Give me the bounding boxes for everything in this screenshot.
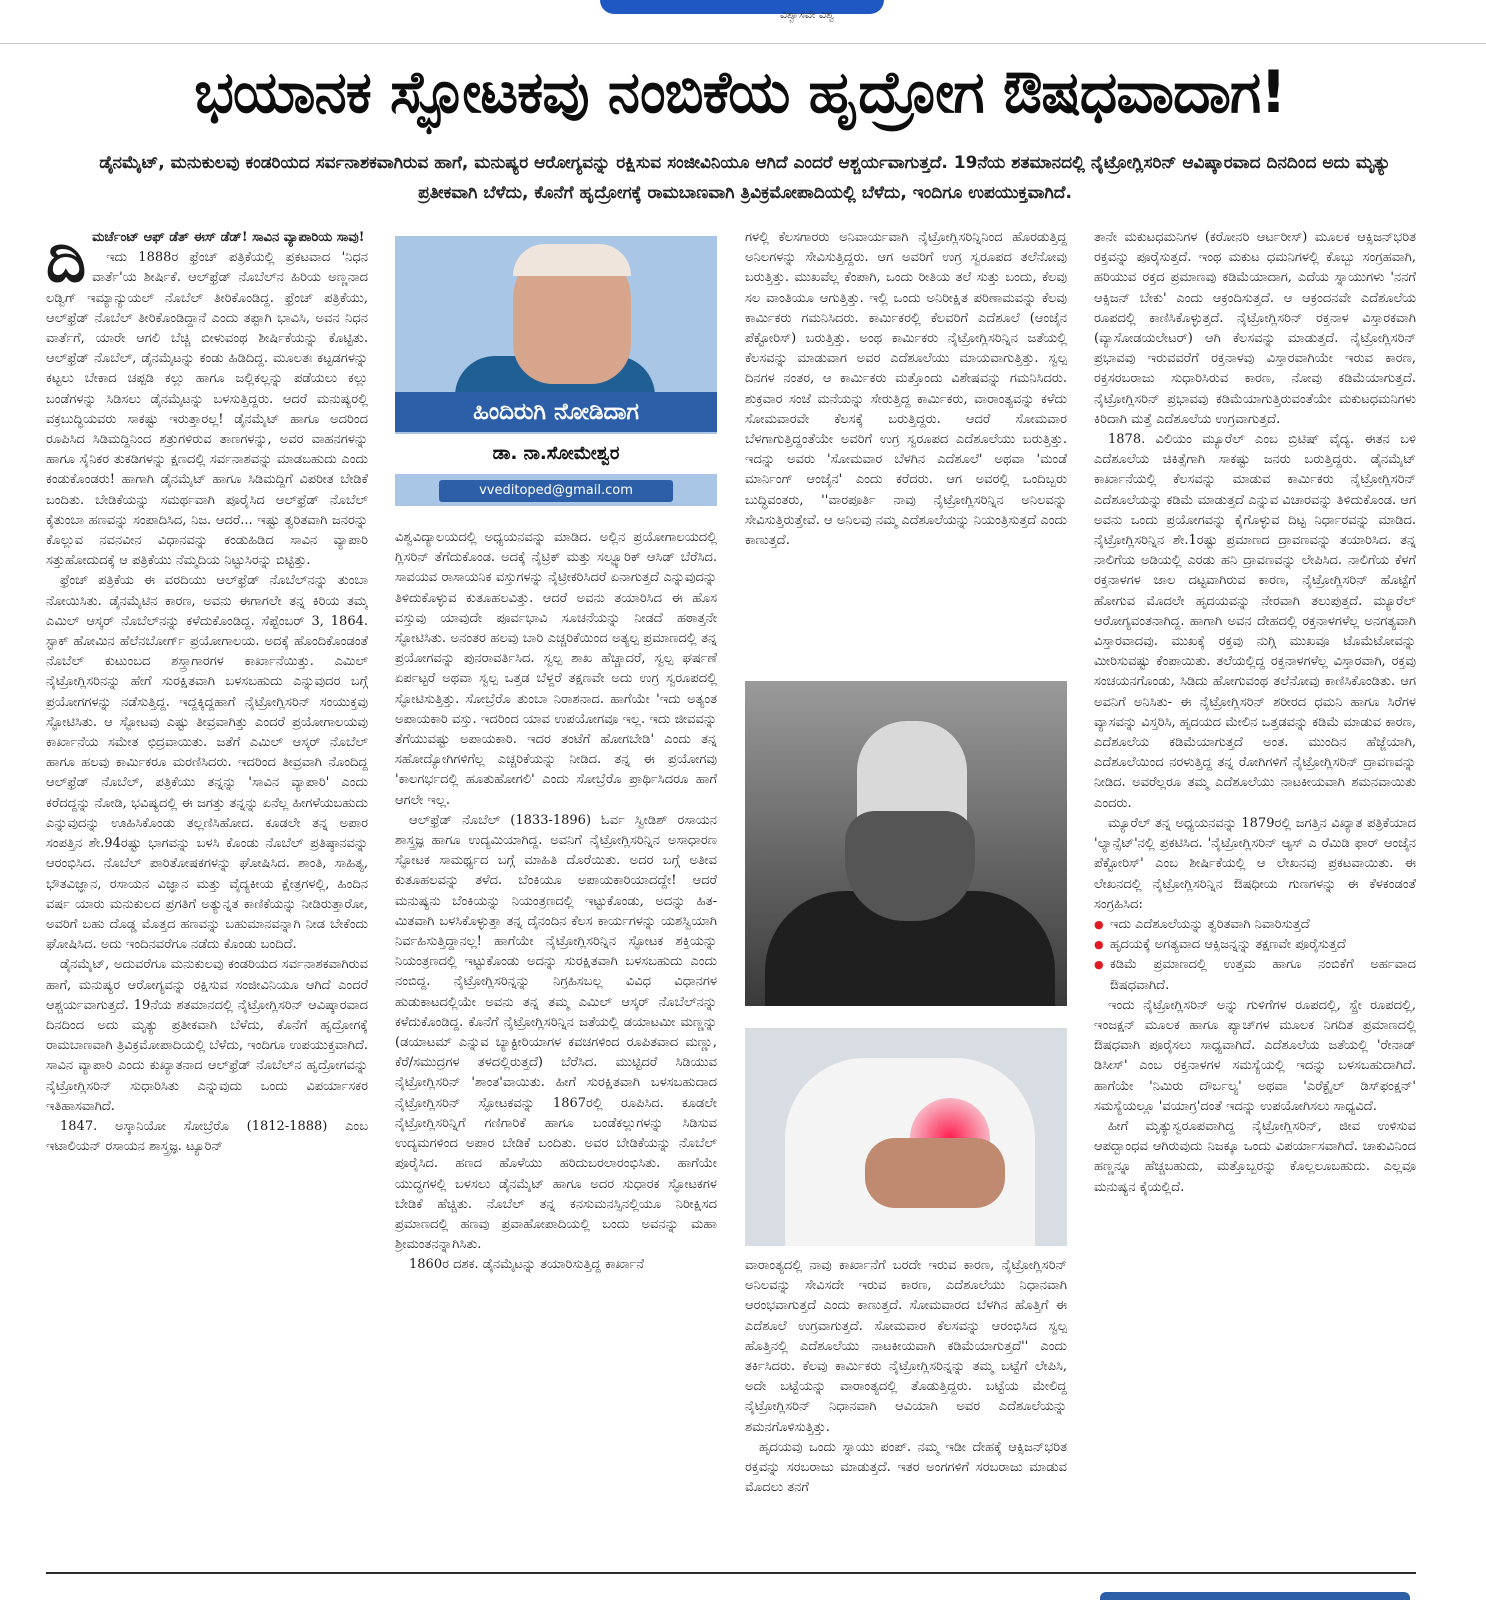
lead-paragraph — [46, 228, 368, 296]
article-column-1 — [46, 228, 368, 1558]
paragraph: ಇದು 1888ರ ಫ್ರೆಂಚ್ ಪತ್ರಿಕೆಯಲ್ಲಿ ಪ್ರಕಟವಾದ 'ನಿಧನ ವಾರ್ತೆ'ಯ ಶೀರ್ಷಿಕೆ. ಆಲ್‌ಫ್ರೆಡ್ ನೊಬೆಲ್‌ನ ಹಿರಿಯ ಅಣ್ಣನಾದ ಲಡ್ವಿಗ್ ಇಮ್ಯಾನ್ಯುಯಲ್ ನೊಬೆಲ್ ತೀರಿಕೊಂಡಿದ್ದ. ಫ್ರೆಂಚ್ ಪತ್ರಿಕೆಯು, ಆಲ್‌ಫ್ರೆಡ್ ನೊಬೆಲ್ ತೀರಿಕೊಂಡಿದ್ದಾನೆ ಎಂದು ತಪ್ಪಾಗಿ ಭಾವಿಸಿ, ಅವನ ನಿಧನ ವಾರ್ತೆಗೆ, ಯಾರೇ ಆಗಲಿ ಬೆಚ್ಚಿ ಬೀಳುವಂಥ ಶೀರ್ಷಿಕೆಯನ್ನು ಕೊಟ್ಟಿತು. ಆಲ್‌ಫ್ರೆಡ್ ನೊಬೆಲ್, ಡೈನಮೈಟನ್ನು ಕಂಡು ಹಿಡಿದಿದ್ದ. ಮೂಲತಃ ಕಟ್ಟಡಗಳನ್ನು ಕಟ್ಟಲು ಬೇಕಾದ ಚಪ್ಪಡಿ ಕಲ್ಲು ಹಾಗೂ ಜಲ್ಲಿಕಲ್ಲನ್ನು ಪಡೆಯಲು ಕಲ್ಲು ಬಂಡೆಗಳನ್ನು ಸಿಡಿಸಲು ಡೈನಮೈಟನ್ನು ಬಳಸುತ್ತಿದ್ದರು. ಆದರೆ ಮನುಷ್ಯರಲ್ಲಿ ವಕ್ರಬುದ್ಧಿಯವರು ಸಾಕಷ್ಟು ಇರುತ್ತಾರಲ್ಲ! ಡೈನಮೈಟ್ ಹಾಗೂ ಅದರಿಂದ ರೂಪಿಸಿದ ಸಿಡಿಮದ್ದಿನಿಂದ ಶತ್ರುಗಳಿರುವ ತಾಣಗಳನ್ನು, ಅವರ ವಾಹನಗಳನ್ನು ಹಾಗೂ ಸೈನಿಕರ ತುಕಡಿಗಳನ್ನು ಕ್ಷಣದಲ್ಲಿ ಸರ್ವನಾಶವನ್ನು ಮಾಡಬಹುದು ಎಂದು ಕಂಡುಕೊಂಡರು! ಹಾಗಾಗಿ ಡೈನಮೈಟ್ ಹಾಗೂ ಸಿಡಿಮದ್ದಿಗೆ ವಿಪರೀತ ಬೇಡಿಕೆ ಬಂದಿತು. ಬೇಡಿಕೆಯನ್ನು ಸಮರ್ಥವಾಗಿ ಪೂರೈಸಿದ ಆಲ್‌ಫ್ರೆಡ್ ನೊಬೆಲ್ ಕೈತುಂಬಾ ಹಣವನ್ನು ಸಂಪಾದಿಸಿದ, ನಿಜ. ಆದರೆ... ಇಷ್ಟು ತ್ವರಿತವಾಗಿ ಜನರನ್ನು ಕೊಲ್ಲುವ ನವನವೀನ ವಿಧಾನವನ್ನು ಕಂಡುಹಿಡಿದ ಸಾವಿನ ವ್ಯಾಪಾರಿ ಸತ್ತುಹೋದುದಕ್ಕೆ ಆ ಪತ್ರಿಕೆಯು ನೆಮ್ಮದಿಯ ನಿಟ್ಟುಸಿರನ್ನು ಬಿಟ್ಟಿತ್ತು. — [46, 250, 368, 569]
article-column-3 — [745, 228, 1067, 668]
article-deck: ಡೈನಮೈಟ್, ಮನುಕುಲವು ಕಂಡರಿಯದ ಸರ್ವನಾಶಕವಾಗಿರುವ ಹಾಗೆ, ಮನುಷ್ಯರ ಆರೋಗ್ಯವನ್ನು ರಕ್ಷಿಸುವ ಸಂಜೀವಿನಿಯೂ ಆಗಿದೆ ಎಂದರೆ ಆಶ್ಚರ್ಯವಾಗುತ್ತದೆ. 19ನೆಯ ಶತಮಾನದಲ್ಲಿ ನೈಟ್ರೋಗ್ಲಿಸರಿನ್ ಆವಿಷ್ಕಾರವಾದ ದಿನದಿಂದ ಅದು ಮೃತ್ಯು ಪ್ರತೀಕವಾಗಿ ಬೆಳೆದು, ಕೊನೆಗೆ ಹೃದ್ರೋಗಕ್ಕೆ ರಾಮಬಾಣವಾಗಿ ತ್ರಿವಿಕ್ರಮೋಪಾದಿಯಲ್ಲಿ ಬೆಳೆದು, ಇಂದಿಗೂ ಉಪಯುಕ್ತವಾಗಿದೆ. — [99, 153, 1391, 203]
paragraph: 1847. ಅಸ್ಕಾನಿಯೋ ಸೋಬ್ರೆರೊ (1812-1888) ಎಂಬ ಇಟಾಲಿಯನ್ ರಸಾಯನ ಶಾಸ್ತ್ರಜ್ಞ. ಟ್ಯೂರಿನ್ — [46, 1118, 368, 1155]
portrait-beard — [845, 811, 975, 921]
article-column-3-continued — [745, 1256, 1067, 1556]
footer-divider — [46, 1572, 1416, 1574]
paragraph: 1860ರ ದಶಕ. ಡೈನಮೈಟನ್ನು ತಯಾರಿಸುತ್ತಿದ್ದ ಕಾರ್ಖಾನೆ — [409, 1257, 645, 1273]
list-item: ● ಕಡಿಮೆ ಪ್ರಮಾಣದಲ್ಲಿ ಉತ್ತಮ ಹಾಗೂ ನಂಬಿಕೆಗೆ ಅರ್ಹವಾದ ಔಷಧವಾಗಿದೆ. — [1094, 955, 1416, 995]
drop-cap: ದಿ — [46, 228, 87, 296]
article-column-2 — [395, 528, 717, 1558]
article-headline: ಭಯಾನಕ ಸ್ಫೋಟಕವು ನಂಬಿಕೆಯ ಹೃದ್ರೋಗ ಔಷಧವಾದಾಗ! — [194, 58, 1286, 126]
paragraph: ಆಲ್‌ಫ್ರೆಡ್ ನೊಬೆಲ್ (1833-1896) ಓರ್ವ ಸ್ವೀಡಿಶ್ ರಸಾಯನ ಶಾಸ್ತ್ರಜ್ಞ ಹಾಗೂ ಉದ್ಯಮಿಯಾಗಿದ್ದ. ಅವನಿಗೆ ನೈಟ್ರೋಗ್ಲಿಸರಿನ್ನಿನ ಅಸಾಧಾರಣ ಸ್ಫೋಟಕ ಸಾಮರ್ಥ್ಯದ ಬಗ್ಗೆ ಮಾಹಿತಿ ದೊರೆಯಿತು. ಅದರ ಬಗ್ಗೆ ಅತೀವ ಕುತೂಹಲವನ್ನು ತಳೆದ. ಬೆಂಕಿಯೂ ಅಪಾಯಕಾರಿಯಾದದ್ದೇ! ಆದರೆ ಮನುಷ್ಯನು ಬೆಂಕಿಯನ್ನು ನಿಯಂತ್ರಣದಲ್ಲಿ ಇಟ್ಟುಕೊಂಡು, ಅದನ್ನು ಹಿತ-ಮಿತವಾಗಿ ಬಳಸಿಕೊಳ್ಳುತ್ತಾ ತನ್ನ ದೈನಂದಿನ ಕೆಲಸ ಕಾರ್ಯಗಳನ್ನು ಯಶಸ್ವಿಯಾಗಿ ನಿರ್ವಹಿಸುತ್ತಿದ್ದಾನಲ್ಲ! ಹಾಗೆಯೇ ನೈಟ್ರೋಗ್ಲಿಸರಿನ್ನಿನ ಸ್ಫೋಟಕ ಶಕ್ತಿಯನ್ನು ನಿಯಂತ್ರಣದಲ್ಲಿ ಇಟ್ಟುಕೊಂಡು ಅದನ್ನು ಸುರಕ್ಷಿತವಾಗಿ ಬಳಸಬಹುದು ಎಂದು ನಂಬಿದ್ದ. ನೈಟ್ರೋಗ್ಲಿಸರಿನ್ನನ್ನು ನಿಗ್ರಹಿಸಬಲ್ಲ ವಿವಿಧ ವಿಧಾನಗಳ ಹುಡುಕಾಟದಲ್ಲಿಯೇ ಅವನು ತನ್ನ ತಮ್ಮ ಎಮಿಲ್ ಆಸ್ಕರ್ ನೊಬೆಲ್‌ನನ್ನು ಕಳೆದುಕೊಂಡಿದ್ದ. ಕೊನೆಗೆ ನೈಟ್ರೋಗ್ಲಿಸರಿನ್ನಿನ ಜತೆಯಲ್ಲಿ ಡಯಾಟಮೀ ಮಣ್ಣನ್ನು (ಡಯಾಟಮ್ ಎನ್ನುವ ಬ್ಯಾಕ್ಟೀರಿಯಾಗಳ ಕವಚಗಳಿಂದ ರೂಪಿತವಾದ ಮಣ್ಣು, ಕೆರೆ/ಸಮುದ್ರಗಳ ತಳದಲ್ಲಿರುತ್ತದೆ) ಬೆರೆಸಿದ. ಮುಟ್ಟಿದರೆ ಸಿಡಿಯುವ ನೈಟ್ರೋಗ್ಲಿಸರಿನ್ 'ಶಾಂತ'ವಾಯಿತು. ಹೀಗೆ ಸುರಕ್ಷಿತವಾಗಿ ಬಳಸಬಹುದಾದ ನೈಟ್ರೋಗ್ಲಿಸರಿನ್ ಸ್ಫೋಟಕವನ್ನು 1867ರಲ್ಲಿ ರೂಪಿಸಿದ. ಕೂಡಲೇ ನೈಟ್ರೋಗ್ಲಿಸರಿನ್ನಿಗೆ ಗಣಿಗಾರಿಕೆ ಹಾಗೂ ಬಂಡೆಕಲ್ಲುಗಳನ್ನು ಸಿಡಿಸುವ ಉದ್ಯಮಗಳಿಂದ ಅಪಾರ ಬೇಡಿಕೆ ಬಂದಿತು. ಅವರ ಬೇಡಿಕೆಯನ್ನು ನೊಬೆಲ್ ಪೂರೈಸಿದ. ಹಣದ ಹೊಳೆಯು ಹರಿದುಬರಲಾರಂಭಿಸಿತು. ಹಾಗೆಯೇ ಯುದ್ಧಗಳಲ್ಲಿ ಬಳಸಲು ಡೈನಮೈಟ್ ಹಾಗೂ ಅದರ ಸುಧಾರಕ ಸ್ಫೋಟಕಗಳ ಬೇಡಿಕೆ ಹೆಚ್ಚಿತು. ನೊಬೆಲ್ ತನ್ನ ಕನಸುಮನಸ್ಸಿನಲ್ಲಿಯೂ ನಿರೀಕ್ಷಿಸದ ಪ್ರಮಾಣದಲ್ಲಿ ಹಣವು ಪ್ರವಾಹೋಪಾದಿಯಲ್ಲಿ ಬಂದು ಅವನನ್ನು ಮಹಾ ಶ್ರೀಮಂತನನ್ನಾಗಿಸಿತು. — [395, 812, 717, 1253]
paragraph: ಮ್ಯೂರೆಲ್ ತನ್ನ ಅಧ್ಯಯನವನ್ನು 1879ರಲ್ಲಿ ಜಗತ್ತಿನ ವಿಖ್ಯಾತ ಪತ್ರಿಕೆಯಾದ 'ಲ್ಯಾನ್ಸೆಟ್'ನಲ್ಲಿ ಪ್ರಕಟಿಸಿದ. 'ನೈಟ್ರೋಗ್ಲಿಸರಿನ್ ಆ್ಯಸ್ ಎ ರೆಮಿಡಿ ಫಾರ್ ಆಂಜೈನ ಪೆಕ್ಟೋರಿಸ್' ಎಂಬ ಶೀರ್ಷಿಕೆಯಲ್ಲಿ ಆ ಲೇಖನವು ಪ್ರಕಟವಾಯಿತು. ಈ ಲೇಖನದಲ್ಲಿ ನೈಟ್ರೋಗ್ಲಿಸರಿನ್ನಿನ ಔಷಧೀಯ ಗುಣಗಳನ್ನು ಈ ಕೆಳಕಂಡಂತೆ ಸಂಗ್ರಹಿಸಿದ: — [1094, 815, 1416, 912]
photo-hands — [865, 1138, 1005, 1208]
masthead-tagline: ವಿಶ್ವಾಸವೇ ವಿಶ್ವ — [780, 8, 835, 21]
paragraph: ವಿಶ್ವವಿದ್ಯಾಲಯದಲ್ಲಿ ಅಧ್ಯಯನವನ್ನು ಮಾಡಿದ. ಅಲ್ಲಿನ ಪ್ರಯೋಗಾಲಯದಲ್ಲಿ ಗ್ಲಿಸರಿನ್ ತೆಗೆದುಕೊಂಡ. ಅದಕ್ಕೆ ನೈಟ್ರಿಕ್ ಮತ್ತು ಸಲ್ಫ್ಯೂರಿಕ್ ಆಸಿಡ್ ಬೆರೆಸಿದ. ಸಾವಯವ ರಾಸಾಯನಿಕ ವಸ್ತುಗಳನ್ನು ನೈಟ್ರೀಕರಿಸಿದರೆ ಏನಾಗುತ್ತದೆ ಎನ್ನುವುದನ್ನು ತಿಳಿದುಕೊಳ್ಳುವ ಕುತೂಹಲವಿತ್ತು. ಆದರೆ ಅವನು ತಯಾರಿಸಿದ ಈ ಹೊಸ ವಸ್ತುವು ಯಾವುದೇ ಪೂರ್ವಭಾವಿ ಸೂಚನೆಯನ್ನು ನೀಡದೆ ಹಠಾತ್ತನೇ ಸ್ಫೋಟಿಸಿತು. ಅನಂತರ ಹಲವು ಬಾರಿ ಎಚ್ಚರಿಕೆಯಿಂದ ಅತ್ಯಲ್ಪ ಪ್ರಮಾಣದಲ್ಲಿ ತನ್ನ ಪ್ರಯೋಗವನ್ನು ಪುನರಾವರ್ತಿಸಿದ. ಸ್ವಲ್ಪ ಶಾಖ ಹೆಚ್ಚಾದರೆ, ಸ್ವಲ್ಪ ಘರ್ಷಣೆ ಏರ್ಪಟ್ಟರೆ ಅಥವಾ ಸ್ವಲ್ಪ ಒತ್ತಡ ಬೆಳ್ದರೆ ತಕ್ಷಣವೇ ಅದು ಉಗ್ರ ಸ್ವರೂಪದಲ್ಲಿ ಸ್ಫೋಟಿಸುತ್ತಿತ್ತು. ಸೋಬ್ರೆರೊ ತುಂಬಾ ನಿರಾಶನಾದ. ಹಾಗೆಯೇ 'ಇದು ಅತ್ಯಂತ ಅಪಾಯಕಾರಿ ವಸ್ತು. ಇದರಿಂದ ಯಾವ ಉಪಯೋಗವೂ ಇಲ್ಲ. ಇದು ಜೀವವನ್ನು ತೆಗೆಯುವಷ್ಟು ಅಪಾಯಕಾರಿ. ಇದರ ತಂಟೆಗೆ ಹೋಗಬೇಡಿ' ಎಂದು ತನ್ನ ಸಹೋದ್ಯೋಗಿಗಳಿಗೆಲ್ಲ ಎಚ್ಚರಿಕೆಯನ್ನು ನೀಡಿದ. ತನ್ನ ಈ ಪ್ರಯೋಗವು 'ಕಾಲಗರ್ಭದಲ್ಲಿ ಹೂತುಹೋಗಲಿ' ಎಂದು ಸೋಬ್ರೆರೊ ಪ್ರಾರ್ಥಿಸಿದರೂ ಹಾಗೆ ಆಗಲೇ ಇಲ್ಲ. — [395, 530, 717, 808]
paragraph: ವಾರಾಂತ್ಯದಲ್ಲಿ ನಾವು ಕಾರ್ಖಾನೆಗೆ ಬರದೇ ಇರುವ ಕಾರಣ, ನೈಟ್ರೋಗ್ಲಿಸರಿನ್ ಅನಿಲವನ್ನು ಸೇವಿಸದೇ ಇರುವ ಕಾರಣ, ಎದೆಶೂಲೆಯು ನಿಧಾನವಾಗಿ ಆರಂಭವಾಗುತ್ತದೆ ಎಂದು ಕಾಣುತ್ತದೆ. ಸೋಮವಾರದ ಬೆಳಗಿನ ಹೊತ್ತಿಗೆ ಈ ಎದೆಶೂಲೆ ಉಗ್ರವಾಗುತ್ತದೆ. ಸೋಮವಾರ ಕೆಲಸವನ್ನು ಆರಂಭಿಸಿದ ಸ್ವಲ್ಪ ಹೊತ್ತಿನಲ್ಲಿ ಎದೆಶೂಲೆಯು ನಾಟಕೀಯವಾಗಿ ಕಡಿಮೆಯಾಗುತ್ತದೆ'' ಎಂದು ತರ್ಕಿಸಿದರು. ಕೆಲವು ಕಾರ್ಮಿಕರು ನೈಟ್ರೋಗ್ಲಿಸರಿನ್ನನ್ನು ತಮ್ಮ ಬಟ್ಟೆಗೆ ಲೇಪಿಸಿ, ಅದೇ ಬಟ್ಟೆಯನ್ನು ವಾರಾಂತ್ಯದಲ್ಲಿ ತೊಡುತ್ತಿದ್ದರು. ಬಟ್ಟೆಯ ಮೇಲಿದ್ದ ನೈಟ್ರೋಗ್ಲಿಸರಿನ್ ನಿಧಾನವಾಗಿ ಆವಿಯಾಗಿ ಅವರ ಎದೆಶೂಲೆಯನ್ನು ಶಮನಗೊಳಿಸುತ್ತಿತ್ತು. — [745, 1258, 1067, 1435]
footer-banner — [1100, 1592, 1410, 1600]
masthead — [0, 0, 1486, 44]
column-name: ಹಿಂದಿರುಗಿ ನೋಡಿದಾಗ — [395, 392, 717, 432]
paragraph: ಗಳಲ್ಲಿ ಕೆಲಸಗಾರರು ಅನಿವಾರ್ಯವಾಗಿ ನೈಟ್ರೋಗ್ಲಿಸರಿನ್ನಿನಿಂದ ಹೊರಡುತ್ತಿದ್ದ ಅನಿಲಗಳನ್ನು ಸೇವಿಸುತ್ತಿದ್ದರು. ಆಗ ಅವರಿಗೆ ಉಗ್ರ ಸ್ವರೂಪದ ತಲೆನೋವು ಬರುತ್ತಿತ್ತು. ಮುಖವೆಲ್ಲ ಕೆಂಪಾಗಿ, ಒಂದು ರೀತಿಯ ತಲೆ ಸುತ್ತು ಬಂದು, ಕೆಲವು ಸಲ ವಾಂತಿಯೂ ಆಗುತ್ತಿತ್ತು. ಇಲ್ಲಿ ಒಂದು ಅನಿರೀಕ್ಷಿತ ಪರಿಣಾಮವನ್ನು ಕೆಲವು ಕಾರ್ಮಿಕರು ಗಮನಿಸಿದರು. ಕಾರ್ಮಿಕರಲ್ಲಿ ಕೆಲವರಿಗೆ ಎದೆಶೂಲೆ (ಆಂಜೈನ ಪೆಕ್ಟೋರಿಸ್) ಬರುತ್ತಿತ್ತು. ಅಂಥ ಕಾರ್ಮಿಕರು ನೈಟ್ರೋಗ್ಲಿಸರಿನ್ನಿನ ಜತೆಯಲ್ಲಿ ಕೆಲಸವನ್ನು ಮಾಡುವಾಗ ಅವರ ಎದೆಶೂಲೆಯು ಮಾಯವಾಗುತ್ತಿತ್ತು. ಸ್ವಲ್ಪ ದಿನಗಳ ನಂತರ, ಆ ಕಾರ್ಮಿಕರು ಮತ್ತೊಂದು ವಿಶೇಷವನ್ನು ಗಮನಿಸಿದರು. ಶುಕ್ರವಾರ ಸಂಜೆ ಮನೆಯನ್ನು ಸೇರುತ್ತಿದ್ದ ಕಾರ್ಮಿಕರು, ವಾರಾಂತ್ಯವನ್ನು ಕಳೆದು ಸೋಮವಾರವೇ ಕೆಲಸಕ್ಕೆ ಬರುತ್ತಿದ್ದರು. ಆದರೆ ಸೋಮವಾರ ಬೆಳಗಾಗುತ್ತಿದ್ದಂತೆಯೇ ಅವರಿಗೆ ಉಗ್ರ ಸ್ವರೂಪದ ಎದೆಶೂಲೆಯು ಬರುತ್ತಿತ್ತು. ಇದನ್ನು ಅವರು 'ಸೋಮವಾರ ಬೆಳಗಿನ ಎದೆಶೂಲೆ' ಅಥವಾ 'ಮಂಡೆ ಮಾರ್ನಿಂಗ್ ಆಂಜೈನ' ಎಂದು ಕರೆದರು. ಆಗ ಅವರಲ್ಲಿ ಒಂದಿಬ್ಬರು ಬುದ್ಧಿವಂತರು, ''ವಾರಪೂರ್ತಿ ನಾವು ನೈಟ್ರೋಗ್ಲಿಸರಿನ್ನಿನ ಅನಿಲವನ್ನು ಸೇವಿಸುತ್ತಿರುತ್ತೇವೆ. ಆ ಅನಿಲವು ನಮ್ಮ ಎದೆಶೂಲೆಯನ್ನು ನಿಯಂತ್ರಿಸುತ್ತದೆ ಎಂದು ಕಾಣುತ್ತದೆ. — [745, 230, 1067, 549]
newspaper-logo — [600, 0, 884, 14]
author-email[interactable]: vveditoped@gmail.com — [439, 480, 673, 502]
alfred-nobel-portrait — [745, 681, 1067, 1006]
list-item: ● ಇದು ಎದೆಶೂಲೆಯನ್ನು ತ್ವರಿತವಾಗಿ ನಿವಾರಿಸುತ್ತದೆ — [1094, 915, 1416, 935]
paragraph: 1878. ವಿಲಿಯಂ ಮ್ಯೂರೆಲ್ ಎಂಬ ಬ್ರಿಟಿಷ್ ವೈದ್ಯ. ಈತನ ಬಳಿ ಎದೆಶೂಲೆಯ ಚಿಕಿತ್ಸೆಗಾಗಿ ಸಾಕಷ್ಟು ಜನರು ಬರುತ್ತಿದ್ದರು. ಡೈನಮೈಟ್ ಕಾರ್ಖಾನೆಯಲ್ಲಿ ಕೆಲಸವನ್ನು ಮಾಡುವ ಕಾರ್ಮಿಕರು ನೈಟ್ರೋಗ್ಲಿಸರಿನ್ ಎದೆಶೂಲೆಯನ್ನು ಕಡಿಮೆ ಮಾಡುತ್ತದೆ ಎನ್ನುವ ವಿಚಾರವನ್ನು ತಿಳಿದುಕೊಂಡ. ಆಗ ಅವನು ಒಂದು ಪ್ರಯೋಗವನ್ನು ಕೈಗೊಳ್ಳುವ ದಿಟ್ಟ ನಿರ್ಧಾರವನ್ನು ಮಾಡಿದ. ನೈಟ್ರೋಗ್ಲಿಸರಿನ್ನಿನ ಶೇ.1ರಷ್ಟು ಪ್ರಮಾಣದ ದ್ರಾವಣವನ್ನು ತಯಾರಿಸಿದ. ತನ್ನ ನಾಲಿಗೆಯ ಅಡಿಯಲ್ಲಿ ಎರಡು ಹನಿ ದ್ರಾವಣವನ್ನು ಲೇಪಿಸಿದ. ನಾಲಿಗೆಯ ಕೆಳಗೆ ರಕ್ತನಾಳಗಳ ಜಾಲ ದಟ್ಟವಾಗಿರುವ ಕಾರಣ, ನೈಟ್ರೋಗ್ಲಿಸರಿನ್ ಹೊಟ್ಟೆಗೆ ಹೋಗುವ ಮೊದಲೇ ಹೃದಯವನ್ನು ನೇರವಾಗಿ ತಲುಪುತ್ತದೆ. ಮ್ಯೂರೆಲ್ ಆರೋಗ್ಯವಂತನಾಗಿದ್ದ. ಹಾಗಾಗಿ ಅವನ ದೇಹದಲ್ಲಿ ರಕ್ತನಾಳಗಳೆಲ್ಲ ಅನಗತ್ಯವಾಗಿ ವಿಸ್ತಾರವಾದವು. ಮುಖಕ್ಕೆ ರಕ್ತವು ನುಗ್ಗಿ ಮುಖವೂ ಟೊಮೆಟೋವನ್ನು ಮೀರಿಸುವಷ್ಟು ಕೆಂಪಾಯಿತು. ತಲೆಯಲ್ಲಿದ್ದ ರಕ್ತನಾಳಗಳೆಲ್ಲ ವಿಸ್ತಾರವಾಗಿ, ರಕ್ತವು ಸಂಚಯನಗೊಂಡು, ಸಿಡಿದು ಹೋಗುವಂಥ ತಲೆನೋವು ಕಾಣಿಸಿಕೊಂಡಿತು. ಆಗ ಅವನಿಗೆ ಅನಿಸಿತು- ಈ ನೈಟ್ರೋಗ್ಲಿಸರಿನ್ ಶರೀರದ ಧಮನಿ ಹಾಗೂ ಸಿರೆಗಳ ವ್ಯಾಸವನ್ನು ವಿಸ್ತರಿಸಿ, ಹೃದಯದ ಮೇಲಿನ ಒತ್ತಡವನ್ನು ಕಡಿಮೆ ಮಾಡುವ ಕಾರಣ, ಎದೆಶೂಲೆಯ ಕಡಿಮೆಯಾಗುತ್ತದೆ ಅಂತ. ಮುಂದಿನ ಹೆಜ್ಜೆಯಾಗಿ, ಎದೆಶೂಲೆಯಿಂದ ನರಳುತ್ತಿದ್ದ ತನ್ನ ರೋಗಿಗಳಿಗೆ ನೈಟ್ರೋಗ್ಲಿಸರಿನ್ ದ್ರಾವಣವನ್ನು ನೀಡಿದ. ಅವರೆಲ್ಲರೂ ತಮ್ಮ ಎದೆಶೂಲೆಯು ನಾಟಕೀಯವಾಗಿ ಶಮನವಾಯಿತು ಎಂದರು. — [1094, 432, 1416, 811]
chest-pain-photo — [745, 1028, 1067, 1246]
paragraph: ಫ್ರೆಂಚ್ ಪತ್ರಿಕೆಯ ಈ ವರದಿಯು ಆಲ್‌ಫ್ರೆಡ್ ನೊಬೆಲ್‌ನನ್ನು ತುಂಬಾ ನೋಯಿಸಿತು. ಡೈನಮೈಟಿನ ಕಾರಣ, ಅವನು ಈಗಾಗಲೇ ತನ್ನ ಕಿರಿಯ ತಮ್ಮ ಎಮಿಲ್ ಆಸ್ಕರ್ ನೊಬೆಲ್‌ನನ್ನು ಕಳೆದುಕೊಂಡಿದ್ದ. ಸೆಪ್ಟೆಂಬರ್ 3, 1864. ಸ್ಟಾಕ್ ಹೋಮಿನ ಹೆಲೆನಬೋರ್ಗ್ ಪ್ರಯೋಗಾಲಯ. ಅದಕ್ಕೆ ಹೊಂದಿಕೊಂಡಂತೆ ನೊಬೆಲ್ ಕುಟುಂಬದ ಶಸ್ತ್ರಾಗಾರಗಳ ಕಾರ್ಖಾನೆಯಿತ್ತು. ಎಮಿಲ್ ನೈಟ್ರೋಗ್ಲಿಸರಿನನ್ನು ಹೇಗೆ ಸುರಕ್ಷಿತವಾಗಿ ಬಳಸಬಹುದು ಎನ್ನುವುದರ ಬಗ್ಗೆ ಪ್ರಯೋಗಗಳನ್ನು ನಡೆಸುತ್ತಿದ್ದ. ಇದ್ದಕ್ಕಿದ್ದಹಾಗೆ ನೈಟ್ರೋಗ್ಲಿಸರಿನ್ ಸಂಯುಕ್ತವು ಸ್ಫೋಟಿಸಿತು. ಆ ಸ್ಫೋಟವು ಎಷ್ಟು ತೀವ್ರವಾಗಿತ್ತು ಎಂದರೆ ಪ್ರಯೋಗಾಲಯವು ಕಾರ್ಖಾನೆಯ ಸಮೇತ ಛಿದ್ರವಾಯಿತು. ಜತೆಗೆ ಎಮಿಲ್ ಆಸ್ಕರ್ ನೊಬೆಲ್ ಹಾಗೂ ಹಲವು ಕಾರ್ಮಿಕರೂ ಮರಣಿಸಿದರು. ಇದರಿಂದ ತೀವ್ರವಾಗಿ ನೊಂದಿದ್ದ ಆಲ್‌ಫ್ರೆಡ್ ನೊಬೆಲ್, ಪತ್ರಿಕೆಯು ತನ್ನನ್ನು 'ಸಾವಿನ ವ್ಯಾಪಾರಿ' ಎಂದು ಕರೆದದ್ದನ್ನು ನೋಡಿ, ಭವಿಷ್ಯದಲ್ಲಿ ಈ ಜಗತ್ತು ತನ್ನನ್ನು ಏನೆಲ್ಲ ಹೀಗಳೆಯಬಹುದು ಎನ್ನುವುದನ್ನು ಊಹಿಸಿಕೊಂಡು ತಲ್ಲಣಿಸಿಹೋದ. ಕೂಡಲೇ ತನ್ನ ಅಪಾರ ಸಂಪತ್ತಿನ ಶೇ.94ರಷ್ಟು ಭಾಗವನ್ನು ಬಳಸಿ ಕೊಂಡು ನೊಬೆಲ್ ಪ್ರತಿಷ್ಠಾನವನ್ನು ಆರಂಭಿಸಿದ. ನೊಬೆಲ್ ಪಾರಿತೋಷಕಗಳನ್ನು ಘೋಷಿಸಿದ. ಶಾಂತಿ, ಸಾಹಿತ್ಯ, ಭೌತವಿಜ್ಞಾನ, ರಸಾಯನ ವಿಜ್ಞಾನ ಮತ್ತು ವೈದ್ಯಕೀಯ ಕ್ಷೇತ್ರಗಳಲ್ಲಿ, ಹಿಂದಿನ ವರ್ಷ ಯಾರು ಮನುಕುಲದ ಪ್ರಗತಿಗೆ ಅತ್ಯುನ್ನತ ಕಾಣಿಕೆಯನ್ನು ನೀಡಿರುತ್ತಾರೋ, ಅವರಿಗೆ ಬಹು ದೊಡ್ಡ ಮೊತ್ತದ ಹಣವನ್ನು ಬಹುಮಾನವನ್ನಾಗಿ ನೀಡ ಬೇಕೆಂದು ಘೋಷಿಸಿದ. ಅದು ಇಂದಿನವರೆಗೂ ನಡೆದು ಕೊಂಡು ಬಂದಿದೆ. — [46, 573, 368, 953]
article-column-4 — [1094, 228, 1416, 1558]
paragraph: ಹೀಗೆ ಮೃತ್ಯುಸ್ವರೂಪವಾಗಿದ್ದ ನೈಟ್ರೋಗ್ಲಿಸರಿನ್, ಜೀವ ಉಳಿಸುವ ಆಪದ್ಬಾಂಧವ ಆಗಿರುವುದು ನಿಜಕ್ಕೂ ಒಂದು ವಿಪರ್ಯಾಸವಾಗಿದೆ. ಚಾಕುವಿನಿಂದ ಹಣ್ಣನ್ನೂ ಹೆಚ್ಚಬಹುದು, ಮತ್ತೊಬ್ಬರನ್ನು ಕೊಲ್ಲಲೂಬಹುದು. ಎಲ್ಲವೂ ಮನುಷ್ಯನ ಕೈಯಲ್ಲಿದೆ. — [1094, 1118, 1416, 1195]
author-name: ಡಾ. ನಾ.ಸೋಮೇಶ್ವರ — [395, 434, 717, 474]
paragraph: ಹೃದಯವು ಒಂದು ಸ್ನಾಯು ಪಂಪ್. ನಮ್ಮ ಇಡೀ ದೇಹಕ್ಕೆ ಆಕ್ಸಿಜನ್‌ಭರಿತ ರಕ್ತವನ್ನು ಸರಬರಾಜು ಮಾಡುತ್ತದೆ. ಇತರ ಅಂಗಗಳಿಗೆ ಸರಬರಾಜು ಮಾಡುವ ಮೊದಲು ತನಗೆ — [745, 1439, 1067, 1496]
paragraph: ಇಂದು ನೈಟ್ರೋಗ್ಲಿಸರಿನ್ ಅನ್ನು ಗುಳಿಗೆಗಳ ರೂಪದಲ್ಲಿ, ಸ್ಪ್ರೇ ರೂಪದಲ್ಲಿ, ಇಂಜಕ್ಷನ್ ಮೂಲಕ ಹಾಗೂ ಪ್ಯಾಚ್‌ಗಳ ಮೂಲಕ ನಿಗದಿತ ಪ್ರಮಾಣದಲ್ಲಿ ಔಷಧವಾಗಿ ಪೂರೈಸಲು ಸಾಧ್ಯವಾಗಿದೆ. ಎದೆಶೂಲೆಯ ಜತೆಯಲ್ಲಿ 'ರೇನಾಡ್ ಡಿಸೀಸ್' ಎಂಬ ರಕ್ತನಾಳಗಳ ಸಮಸ್ಯೆಯಲ್ಲಿ ಇದನ್ನು ಬಳಸಬಹುದಾಗಿದೆ. ಹಾಗೆಯೇ 'ನಿಮಿರು ದೌರ್ಬಲ್ಯ' ಅಥವಾ 'ಎರೆಕ್ಟೈಲ್ ಡಿಸ್‌ಫಂಕ್ಷನ್' ಸಮಸ್ಯೆಯಲ್ಲೂ 'ವಯಾಗ್ರ'ದಂತೆ ಇದನ್ನು ಉಪಯೋಗಿಸಲು ಸಾಧ್ಯವಿದೆ. — [1094, 997, 1416, 1114]
author-column-box — [395, 236, 717, 506]
author-photo-hair — [513, 244, 631, 276]
list-item: ● ಹೃದಯಕ್ಕೆ ಅಗತ್ಯವಾದ ಆಕ್ಸಿಜನ್ನನ್ನು ತಕ್ಷಣವೇ ಪೂರೈಸುತ್ತದೆ — [1094, 935, 1416, 955]
lead-text: ಮರ್ಚೆಂಟ್ ಆಫ್ ಡೆತ್ ಈಸ್ ಡೆಡ್! ಸಾವಿನ ವ್ಯಾಪಾರಿಯ ಸಾವು! — [92, 230, 365, 245]
paragraph: ಡೈನಮೈಟ್, ಅದುವರೆಗೂ ಮನುಕುಲವು ಕಂಡರಿಯದ ಸರ್ವನಾಶಕವಾಗಿರುವ ಹಾಗೆ, ಮನುಷ್ಯರ ಆರೋಗ್ಯವನ್ನು ರಕ್ಷಿಸುವ ಸಂಜೀವಿನಿಯೂ ಆಗಿದೆ ಎಂದರೆ ಆಶ್ಚರ್ಯವಾಗುತ್ತದೆ. 19ನೆಯ ಶತಮಾನದಲ್ಲಿ ನೈಟ್ರೋಗ್ಲಿಸರಿನ್ ಆವಿಷ್ಕಾರವಾದ ದಿನದಿಂದ ಅದು ಮೃತ್ಯು ಪ್ರತೀಕವಾಗಿ ಬೆಳೆದು, ಕೊನೆಗೆ ಹೃದ್ರೋಗಕ್ಕೆ ರಾಮಬಾಣವಾಗಿ ತ್ರಿವಿಕ್ರಮೋಪಾದಿಯಲ್ಲಿ ಬೆಳೆದು, ಇಂದಿಗೂ ಉಪಯುಕ್ತವಾಗಿದೆ. ಸಾವಿನ ವ್ಯಾಪಾರಿ ಎಂದು ಕುಖ್ಯಾತನಾದ ಆಲ್‌ಫ್ರೆಡ್ ನೊಬೆಲ್‌ನ ಹೃದ್ರೋಗವನ್ನು ನೈಟ್ರೋಗ್ಲಿಸರಿನ್ ಸುಧಾರಿಸಿತು ಎನ್ನುವುದು ಒಂದು ವಿಪರ್ಯಾಸಕರ ಇತಿಹಾಸವಾಗಿದೆ. — [46, 957, 368, 1114]
properties-list — [1094, 915, 1416, 996]
paragraph: ತಾನೇ ಮಕುಟಧಮನಿಗಳ (ಕರೋನರಿ ಆರ್ಟರೀಸ್) ಮೂಲಕ ಆಕ್ಸಿಜನ್‌ಭರಿತ ರಕ್ತವನ್ನು ಪೂರೈಸುತ್ತದೆ. ಇಂಥ ಮಕುಟ ಧಮನಿಗಳಲ್ಲಿ ಕೊಬ್ಬು ಸಂಗ್ರಹವಾಗಿ, ಹರಿಯುವ ರಕ್ತದ ಪ್ರಮಾಣವು ಕಡಿಮೆಯಾದಾಗ, ಎದೆಯ ಸ್ನಾಯುಗಳು 'ನನಗೆ ಆಕ್ಸಿಜನ್ ಬೇಕು' ಎಂದು ಆಕ್ರಂದಿಸುತ್ತದೆ. ಆ ಆಕ್ರಂದನವೇ ಎದೆಶೂಲೆಯ ರೂಪದಲ್ಲಿ ಕಾಣಿಸಿಕೊಳ್ಳುತ್ತದೆ. ನೈಟ್ರೋಗ್ಲಿಸರಿನ್ ರಕ್ತನಾಳ ವಿಸ್ತಾರಕವಾಗಿ (ವ್ಯಾಸೋಡಯಲೇಟರ್) ಆಗಿ ಕೆಲಸವನ್ನು ಮಾಡುತ್ತದೆ. ನೈಟ್ರೋಗ್ಲಿಸರಿನ್ ಪ್ರಭಾವವು ಇರುವವರೆಗೆ ರಕ್ತನಾಳವು ವಿಸ್ತಾರವಾಗಿಯೇ ಇರುವ ಕಾರಣ, ರಕ್ತಸರಬರಾಜು ಸುಧಾರಿಸಿರುವ ಕಾರಣ, ನೋವು ಕಡಿಮೆಯಾಗುತ್ತದೆ. ನೈಟ್ರೋಗ್ಲಿಸರಿನ್ ಪ್ರಭಾವವು ಕಡಿಮೆಯಾಗುತ್ತಿರುವಂತೆಯೇ ಮಕುಟಧಮನಿಗಳು ಕಿರಿದಾಗಿ ಮತ್ತೆ ಎದೆಶೂಲೆಯ ಉಗ್ರವಾಗುತ್ತದೆ. — [1094, 230, 1416, 427]
